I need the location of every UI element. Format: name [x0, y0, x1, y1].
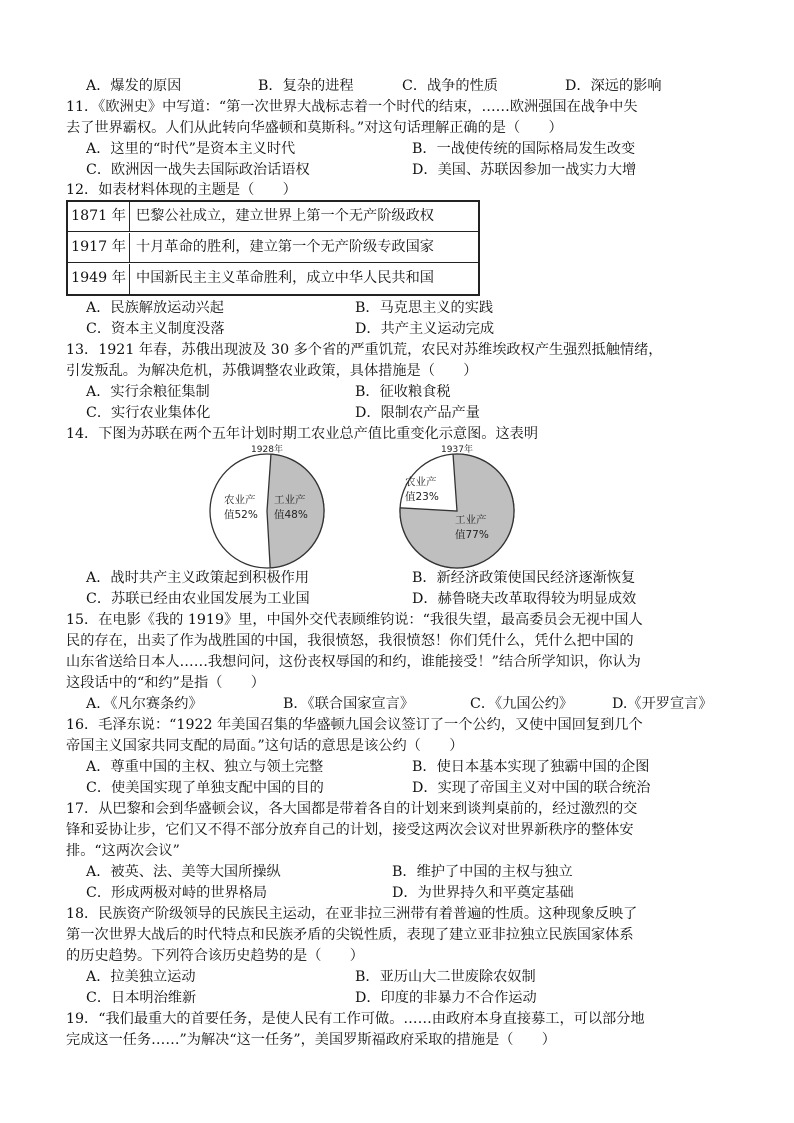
q18-stem-line2: 第一次世界大战后的时代特点和民族矛盾的尖锐性质，表现了建立亚非拉独立民族国家体系 — [66, 927, 634, 943]
q14-option-b: B．新经济政策使国民经济逐渐恢复 — [412, 570, 636, 586]
pie-industry-label: 值77% — [455, 529, 489, 541]
q13-option-b: B．征收粮食税 — [355, 384, 451, 400]
table-year: 1949 年 — [68, 264, 130, 294]
pie-agriculture-label: 值23% — [405, 491, 439, 503]
q15-stem-line3: 山东省送给日本人……我想问问，这份丧权辱国的和约，谁能接受！”结合所学知识，你认为 — [66, 654, 641, 670]
q16-option-a: A．尊重中国的主权、独立与领土完整 — [86, 759, 324, 775]
q12-option-b: B．马克思主义的实践 — [355, 300, 494, 316]
q11-option-a: A．这里的“时代”是资本主义时代 — [86, 141, 296, 157]
q17-option-a: A．被英、法、美等大国所操纵 — [86, 864, 281, 880]
q11-option-b: B．一战使传统的国际格局发生改变 — [412, 141, 636, 157]
table-event: 中国新民主主义革命胜利，成立中华人民共和国 — [136, 270, 434, 286]
q11-stem-line2: 去了世界霸权。人们从此转向华盛顿和莫斯科。”对这句话理解正确的是（ ） — [66, 120, 563, 136]
q17-option-c: C．形成两极对峙的世界格局 — [86, 885, 268, 901]
pie-agriculture-label: 农业产 — [405, 476, 437, 488]
q18-option-b: B．亚历山大二世废除农奴制 — [355, 969, 536, 985]
q10-option-a: A．爆发的原因 — [86, 78, 182, 94]
q14-option-a: A．战时共产主义政策起到积极作用 — [86, 570, 310, 586]
q15-stem-line4: 这段话中的“和约”是指（ ） — [66, 675, 265, 691]
q14-option-c: C．苏联已经由农业国发展为工业国 — [86, 591, 310, 607]
q16-stem-line2: 帝国主义国家共同支配的局面。”这句话的意思是该公约（ ） — [66, 738, 464, 754]
pie-industry-label: 值48% — [274, 509, 308, 521]
q15-stem-line2: 民的存在，出卖了作为战胜国的中国，我很愤怒，我很愤怒！你们凭什么，凭什么把中国的 — [66, 633, 634, 649]
q17-stem-line1: 17．从巴黎和会到华盛顿会议，各大国都是带着各自的计划来到谈判桌前的，经过激烈的交 — [66, 801, 638, 817]
q18-stem-line3: 的历史趋势。下列符合该历史趋势的是（ ） — [66, 948, 364, 964]
q11-option-c: C．欧洲因一战失去国际政治话语权 — [86, 162, 310, 178]
table-row — [68, 264, 478, 294]
q15-stem-line1: 15．在电影《我的 1919》里，中国外交代表顾维钧说：“我很失望，最高委员会无视中国人 — [66, 612, 643, 628]
table-year: 1871 年 — [68, 202, 130, 231]
q19-stem-line2: 完成这一任务……”为解决“这一任务”，美国罗斯福政府采取的措施是（ ） — [66, 1032, 556, 1048]
table-row — [68, 202, 478, 232]
q13-option-a: A．实行余粮征集制 — [86, 384, 210, 400]
q12-material-table — [66, 200, 480, 296]
q19-stem-line1: 19．“我们最重大的首要任务，是使人民有工作可做。……由政府本身直接募工，可以部分地 — [66, 1011, 645, 1027]
q18-option-a: A．拉美独立运动 — [86, 969, 196, 985]
pie-industry-label: 工业产 — [455, 514, 487, 526]
q17-stem-line2: 锋和妥协让步，它们又不得不部分放弃自己的计划，接受这两次会议对世界新秩序的整体安 — [66, 822, 634, 838]
table-row — [68, 233, 478, 263]
q16-option-d: D．实现了帝国主义对中国的联合统治 — [412, 780, 651, 796]
q10-option-b: B．复杂的进程 — [258, 78, 354, 94]
table-event: 巴黎公社成立，建立世界上第一个无产阶级政权 — [136, 208, 434, 224]
q17-stem-line3: 排。“这两次会议” — [66, 843, 180, 859]
q15-option-b: B．《联合国家宣言》 — [283, 696, 415, 712]
q16-option-b: B．使日本基本实现了独霸中国的企图 — [412, 759, 650, 775]
q13-stem-line2: 引发叛乱。为解决危机，苏俄调整农业政策，具体措施是（ ） — [66, 363, 478, 379]
q14-option-d: D．赫鲁晓夫改革取得较为明显成效 — [412, 591, 637, 607]
pie-year-title: 1937年 — [441, 445, 473, 455]
q12-option-d: D．共产主义运动完成 — [355, 321, 495, 337]
table-year: 1917 年 — [68, 233, 130, 262]
q17-option-d: D．为世界持久和平奠定基础 — [392, 885, 574, 901]
pie-industry-label: 工业产 — [274, 494, 306, 506]
q11-stem-line1: 11．《欧洲史》中写道：“第一次世界大战标志着一个时代的结束，……欧洲强国在战争中失 — [66, 99, 638, 115]
pie-charts — [0, 443, 794, 573]
q18-option-c: C．日本明治维新 — [86, 990, 197, 1006]
q18-stem-line1: 18．民族资产阶级领导的民族民主运动，在亚非拉三洲带有着普遍的性质。这种现象反映了 — [66, 906, 638, 922]
q13-option-c: C．实行农业集体化 — [86, 405, 211, 421]
q15-option-c: C．《九国公约》 — [470, 696, 574, 712]
q15-option-d: D.《开罗宣言》 — [612, 696, 713, 712]
table-event: 十月革命的胜利，建立第一个无产阶级专政国家 — [136, 239, 434, 255]
q16-stem-line1: 16．毛泽东说：“1922 年美国召集的华盛顿九国会议签订了一个公约，又使中国回复到几个 — [66, 717, 643, 733]
q18-option-d: D．印度的非暴力不合作运动 — [355, 990, 537, 1006]
pie-agriculture-label: 值52% — [224, 509, 258, 521]
q16-option-c: C．使美国实现了单独支配中国的目的 — [86, 780, 324, 796]
q10-option-d: D．深远的影响 — [565, 78, 662, 94]
q15-option-a: A．《凡尔赛条约》 — [86, 696, 203, 712]
q12-stem: 12．如表材料体现的主题是（ ） — [66, 182, 297, 198]
q11-option-d: D．美国、苏联因参加一战实力大增 — [412, 162, 637, 178]
q13-stem-line1: 13．1921 年春，苏俄出现波及 30 多个省的严重饥荒，农民对苏维埃政权产生强烈抵触情绪， — [66, 342, 663, 358]
pie-year-title: 1928年 — [251, 445, 283, 455]
q17-option-b: B．维护了中国的主权与独立 — [392, 864, 573, 880]
q14-stem: 14．下图为苏联在两个五年计划时期工农业总产值比重变化示意图。这表明 — [66, 426, 539, 442]
q12-option-a: A．民族解放运动兴起 — [86, 300, 224, 316]
q10-option-c: C．战争的性质 — [402, 78, 498, 94]
q12-option-c: C．资本主义制度没落 — [86, 321, 225, 337]
q13-option-d: D．限制农产品产量 — [355, 405, 480, 421]
pie-agriculture-label: 农业产 — [224, 494, 256, 506]
